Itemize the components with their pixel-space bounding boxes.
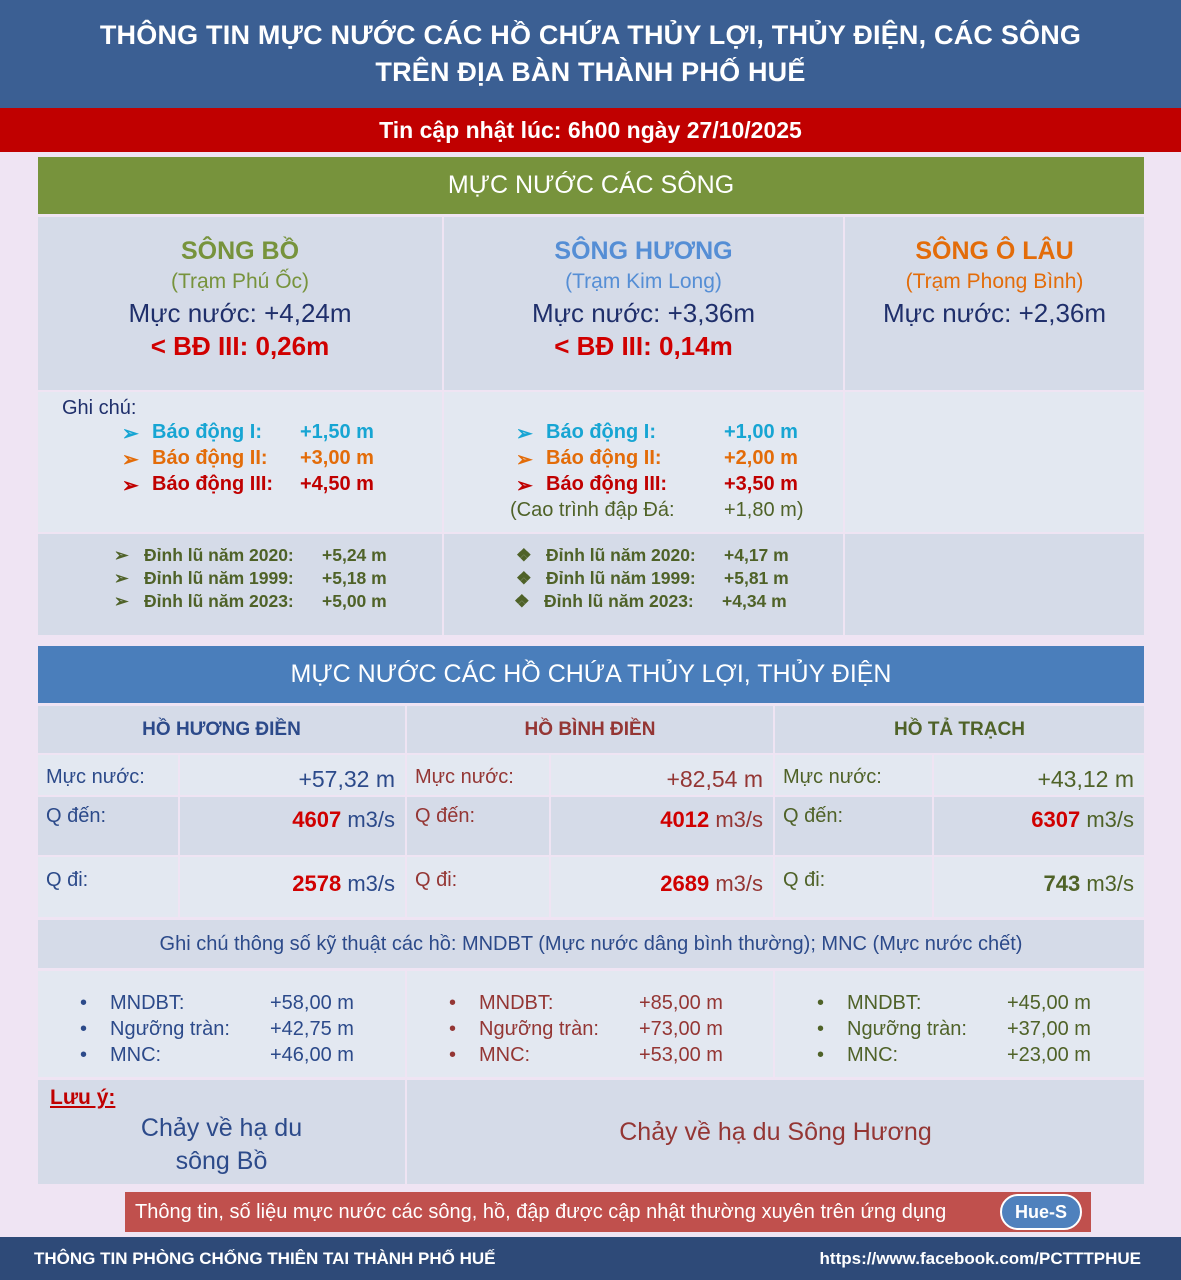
peak-row: ❖ Đỉnh lũ năm 2020: +4,17 m bbox=[516, 545, 789, 565]
diamond-icon: ❖ bbox=[514, 591, 530, 611]
lake-name: HỒ TẢ TRẠCH bbox=[775, 706, 1144, 753]
hue-s-app-badge[interactable]: Hue-S bbox=[1000, 1194, 1082, 1230]
river-huong-alarms bbox=[444, 392, 843, 532]
peak-row: ➢ Đỉnh lũ năm 2023: +5,00 m bbox=[114, 591, 387, 611]
spec-note: Ghi chú thông số kỹ thuật các hồ: MNDBT (Mực nước dâng bình thường); MNC (Mực nước chết) bbox=[38, 920, 1144, 968]
bullet-icon: • bbox=[449, 1018, 457, 1040]
river-name: SÔNG BỒ bbox=[180, 237, 300, 265]
flow-bo-text: Chảy về hạ du sông Bồ bbox=[140, 1114, 303, 1175]
lake-qout-value-cell: 743 m3/s bbox=[934, 857, 1144, 917]
lake-level-label-cell: Mực nước: bbox=[775, 755, 932, 795]
river-name: SÔNG Ô LÂU bbox=[915, 237, 1074, 265]
notes-label: Ghi chú: bbox=[62, 397, 137, 419]
footer-org: THÔNG TIN PHÒNG CHỐNG THIÊN TAI THÀNH PHỐ HUẾ bbox=[34, 1248, 496, 1268]
diamond-icon: ❖ bbox=[516, 545, 532, 565]
river-level: Mực nước: +3,36m bbox=[531, 298, 756, 328]
arrow-icon: ➢ bbox=[114, 568, 129, 588]
update-info-bar bbox=[125, 1192, 1091, 1232]
bullet-icon: • bbox=[449, 1044, 457, 1066]
arrow-icon: ➢ bbox=[114, 545, 129, 565]
lake-name: HỒ HƯƠNG ĐIỀN bbox=[38, 706, 405, 753]
lake-specs bbox=[775, 971, 1144, 1077]
spec-row: • MNDBT: +45,00 m bbox=[817, 992, 1091, 1014]
river-level: Mực nước: +2,36m bbox=[882, 298, 1107, 328]
river-huong-card bbox=[444, 217, 843, 390]
footer-url[interactable]: https://www.facebook.com/PCTTTPHUE bbox=[819, 1248, 1141, 1268]
river-huong-peaks bbox=[444, 534, 843, 635]
lake-qin-value-cell: 6307 m3/s bbox=[934, 797, 1144, 855]
river-station: (Trạm Kim Long) bbox=[565, 270, 722, 293]
spec-row: • MNDBT: +85,00 m bbox=[449, 992, 723, 1014]
lake-qout-label-cell: Q đi: bbox=[407, 857, 549, 917]
peak-row: ❖ Đỉnh lũ năm 2023: +4,34 m bbox=[514, 591, 787, 611]
arrow-icon: ➢ bbox=[516, 475, 533, 497]
lake-specs bbox=[407, 971, 773, 1077]
river-bo-card bbox=[38, 217, 442, 390]
alarm-row: ➢ Báo động II: +2,00 m bbox=[516, 447, 798, 471]
lake-level-value-cell: +82,54 m bbox=[551, 755, 773, 795]
dam-elevation-row: (Cao trình đập Đá: +1,80 m) bbox=[510, 499, 804, 521]
lake-qin-value-cell: 4012 m3/s bbox=[551, 797, 773, 855]
lake-level-value-cell: +43,12 m bbox=[934, 755, 1144, 795]
arrow-icon: ➢ bbox=[516, 423, 533, 445]
lake-qin-label-cell: Q đến: bbox=[775, 797, 932, 855]
spec-row: • MNC: +23,00 m bbox=[817, 1044, 1091, 1066]
lake-qin-label-cell: Q đến: bbox=[407, 797, 549, 855]
river-olau-card bbox=[845, 217, 1144, 390]
alarm-row: ➢ Báo động II: +3,00 m bbox=[122, 447, 374, 471]
arrow-icon: ➢ bbox=[122, 449, 139, 471]
river-station: (Trạm Phong Bình) bbox=[905, 270, 1084, 293]
peak-row: ➢ Đỉnh lũ năm 1999: +5,18 m bbox=[114, 568, 387, 588]
spec-row: • MNC: +46,00 m bbox=[80, 1044, 354, 1066]
page-header bbox=[0, 0, 1181, 108]
river-bo-alarms bbox=[38, 392, 442, 532]
spec-row: • MNC: +53,00 m bbox=[449, 1044, 723, 1066]
spec-row: • Ngưỡng tràn: +42,75 m bbox=[80, 1018, 354, 1040]
bullet-icon: • bbox=[817, 1018, 825, 1040]
arrow-icon: ➢ bbox=[122, 475, 139, 497]
lake-level-value-cell: +57,32 m bbox=[180, 755, 405, 795]
bullet-icon: • bbox=[817, 1044, 825, 1066]
alarm-row: ➢ Báo động III: +4,50 m bbox=[122, 473, 374, 497]
update-info-text: Thông tin, số liệu mực nước các sông, hồ, đập được cập nhật thường xuyên trên ứng dụng bbox=[135, 1200, 947, 1223]
river-alarm-diff: < BĐ III: 0,26m bbox=[150, 331, 330, 361]
bullet-icon: • bbox=[80, 1044, 88, 1066]
lakes-section-title: MỰC NƯỚC CÁC HỒ CHỨA THỦY LỢI, THỦY ĐIỆN bbox=[38, 646, 1144, 703]
footer bbox=[0, 1237, 1181, 1280]
river-bo-peaks bbox=[38, 534, 442, 635]
arrow-icon: ➢ bbox=[114, 591, 129, 611]
diamond-icon: ❖ bbox=[516, 568, 532, 588]
river-olau-peaks bbox=[845, 534, 1144, 635]
peak-row: ❖ Đỉnh lũ năm 1999: +5,81 m bbox=[516, 568, 789, 588]
lake-qin-value-cell: 4607 m3/s bbox=[180, 797, 405, 855]
arrow-icon: ➢ bbox=[122, 423, 139, 445]
lake-level-label-cell: Mực nước: bbox=[38, 755, 178, 795]
bullet-icon: • bbox=[817, 992, 825, 1014]
alarm-row: ➢ Báo động III: +3,50 m bbox=[516, 473, 798, 497]
river-level: Mực nước: +4,24m bbox=[128, 298, 352, 328]
page-title-line2: TRÊN ĐỊA BÀN THÀNH PHỐ HUẾ bbox=[375, 57, 806, 87]
warning-label: Lưu ý: bbox=[50, 1086, 116, 1109]
lake-qout-value-cell: 2578 m3/s bbox=[180, 857, 405, 917]
alarm-row: ➢ Báo động I: +1,50 m bbox=[122, 421, 374, 445]
spec-row: • MNDBT: +58,00 m bbox=[80, 992, 354, 1014]
lake-qout-label-cell: Q đi: bbox=[775, 857, 932, 917]
flow-bo-note bbox=[38, 1080, 405, 1184]
lake-qout-label-cell: Q đi: bbox=[38, 857, 178, 917]
bullet-icon: • bbox=[80, 1018, 88, 1040]
bullet-icon: • bbox=[80, 992, 88, 1014]
lake-specs bbox=[38, 971, 405, 1077]
alarm-row: ➢ Báo động I: +1,00 m bbox=[516, 421, 798, 445]
spec-row: • Ngưỡng tràn: +73,00 m bbox=[449, 1018, 723, 1040]
page-title-line1: THÔNG TIN MỰC NƯỚC CÁC HỒ CHỨA THỦY LỢI, THỦY ĐIỆN, CÁC SÔNG bbox=[99, 20, 1082, 50]
flow-huong-note: Chảy về hạ du Sông Hương bbox=[407, 1080, 1144, 1184]
river-station: (Trạm Phú Ốc) bbox=[170, 270, 310, 293]
lake-level-label-cell: Mực nước: bbox=[407, 755, 549, 795]
river-alarm-diff: < BĐ III: 0,14m bbox=[554, 331, 733, 361]
update-time: Tin cập nhật lúc: 6h00 ngày 27/10/2025 bbox=[0, 108, 1181, 152]
lake-name: HỒ BÌNH ĐIỀN bbox=[407, 706, 773, 753]
bullet-icon: • bbox=[449, 992, 457, 1014]
lake-qout-value-cell: 2689 m3/s bbox=[551, 857, 773, 917]
river-olau-alarms bbox=[845, 392, 1144, 532]
arrow-icon: ➢ bbox=[516, 449, 533, 471]
lake-qin-label-cell: Q đến: bbox=[38, 797, 178, 855]
river-name: SÔNG HƯƠNG bbox=[554, 237, 733, 265]
rivers-section-title: MỰC NƯỚC CÁC SÔNG bbox=[38, 157, 1144, 214]
spec-row: • Ngưỡng tràn: +37,00 m bbox=[817, 1018, 1091, 1040]
peak-row: ➢ Đỉnh lũ năm 2020: +5,24 m bbox=[114, 545, 387, 565]
